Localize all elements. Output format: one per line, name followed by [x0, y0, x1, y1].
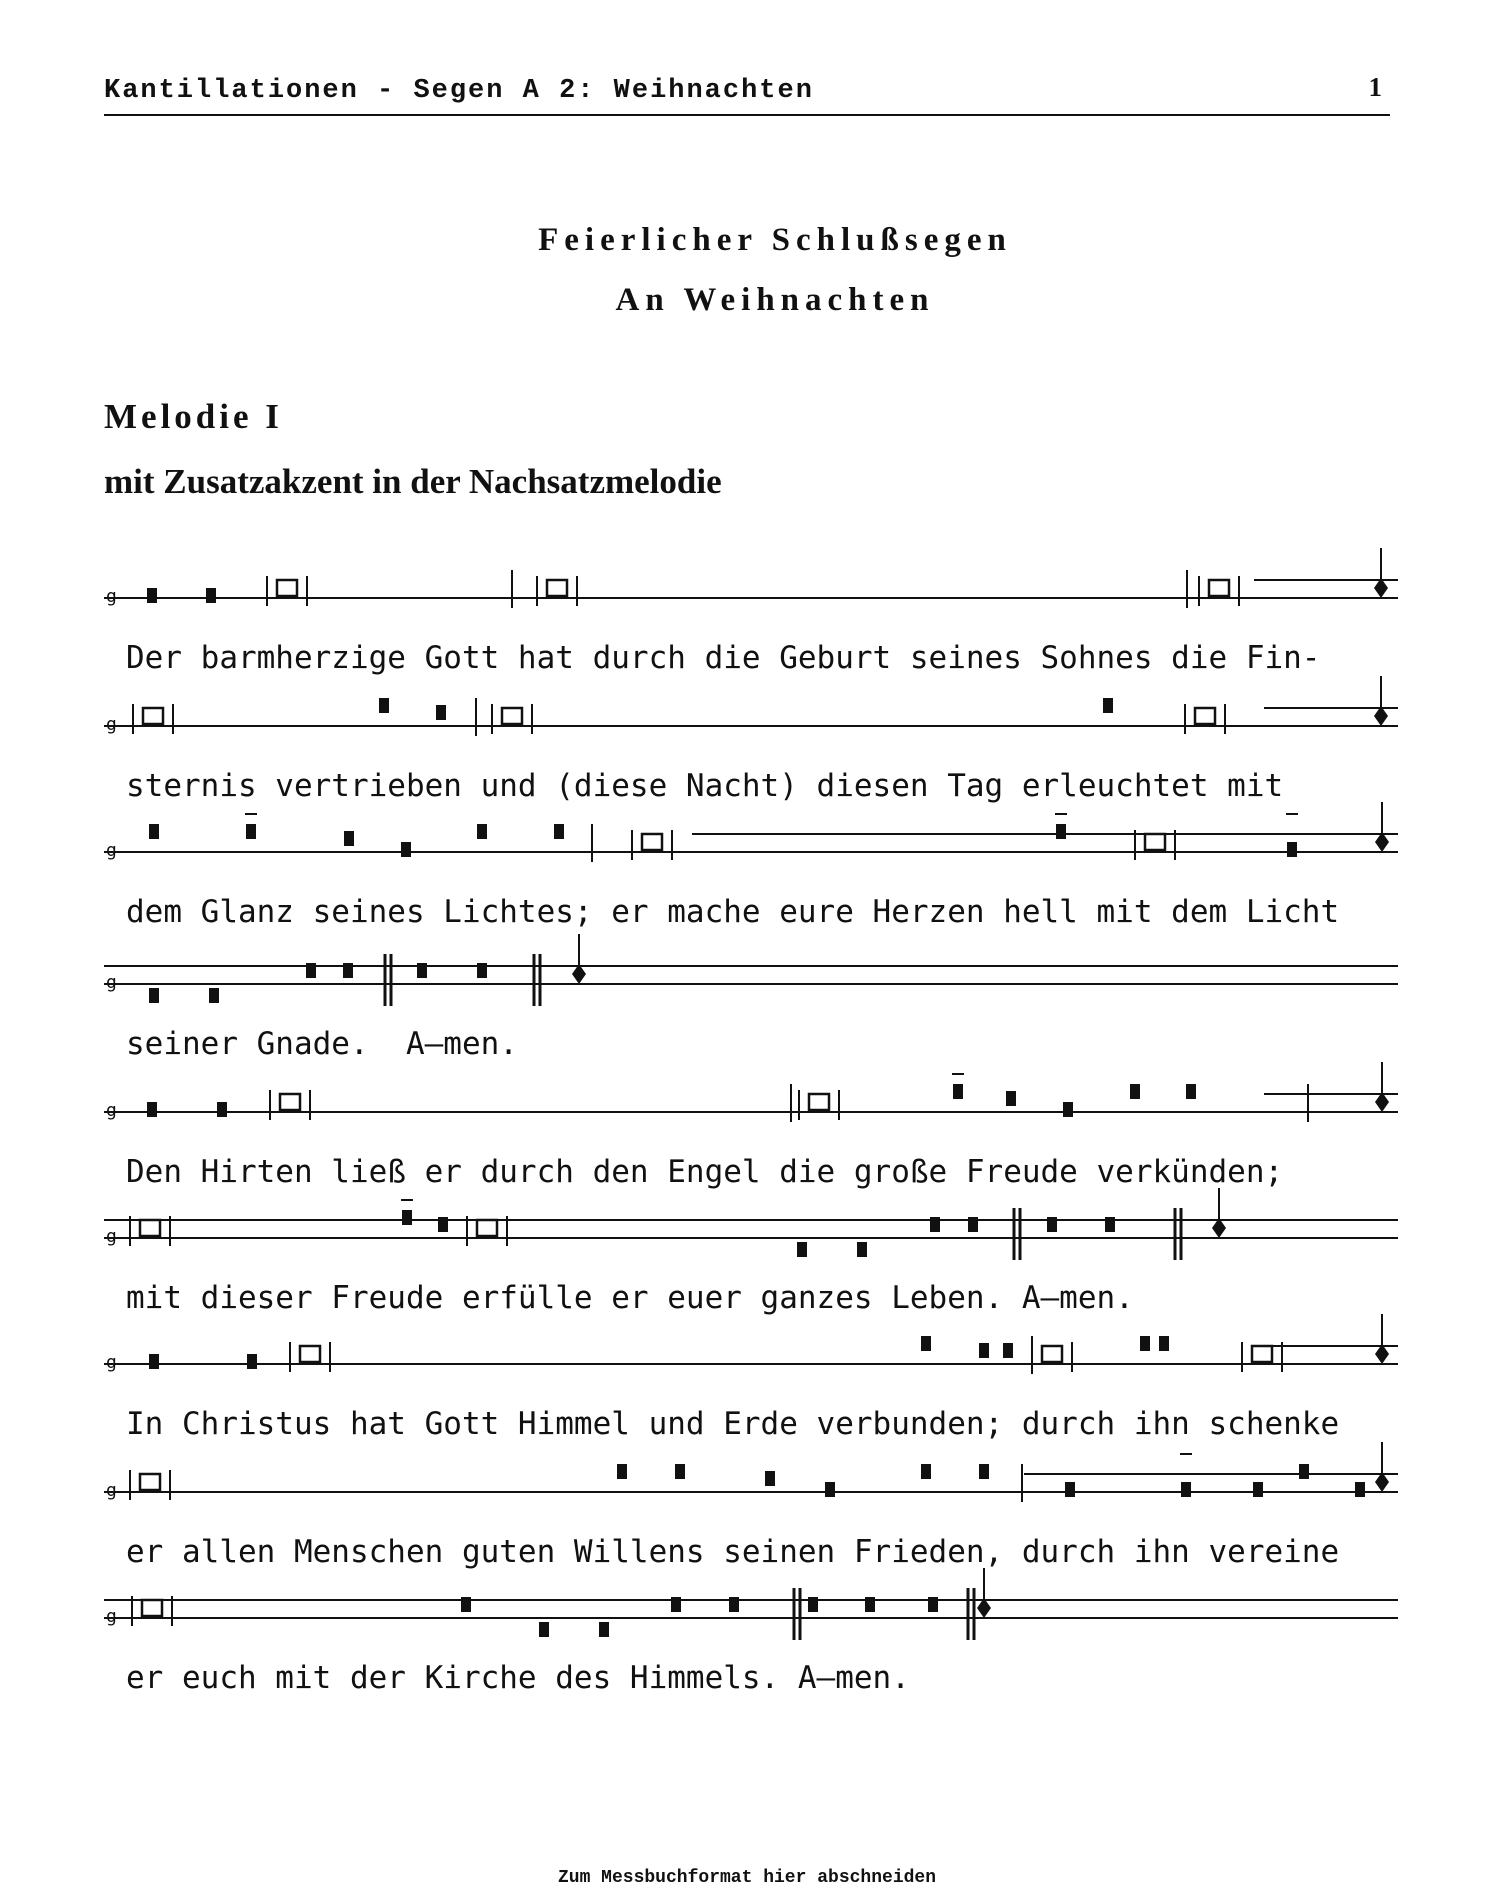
staff-notation: [104, 1306, 1398, 1406]
reciting-tone-box: [642, 834, 662, 850]
lyrics-line: dem Glanz seines Lichtes; er mache eure Herzen hell mit dem Licht: [126, 894, 1340, 930]
chant-note: [675, 1464, 685, 1479]
chant-note: [1103, 698, 1113, 713]
chant-note: [979, 1464, 989, 1479]
chant-note: [617, 1464, 627, 1479]
chant-note: [1186, 1084, 1196, 1099]
staff-notation: [104, 794, 1398, 894]
chant-note: [209, 988, 219, 1003]
chant-note: [206, 588, 216, 603]
page-subtitle: An Weihnachten: [615, 282, 935, 318]
chant-note: [147, 588, 157, 603]
reciting-tone-box: [502, 708, 522, 724]
clef-glyph: g: [106, 1480, 117, 1501]
reciting-tone-box: [300, 1346, 320, 1362]
reciting-tone-box: [1195, 708, 1215, 724]
chant-note: [865, 1597, 875, 1612]
chant-note: [825, 1482, 835, 1497]
chant-note: [765, 1471, 775, 1486]
clef-glyph: g: [106, 1352, 117, 1373]
chant-note: [401, 842, 411, 857]
chant-note: [1159, 1336, 1169, 1351]
chant-note: [928, 1597, 938, 1612]
chant-note: [1181, 1482, 1191, 1497]
chant-note: [1140, 1336, 1150, 1351]
chant-note: [930, 1217, 940, 1232]
clef-glyph: g: [106, 586, 117, 607]
chant-note: [436, 705, 446, 720]
lyrics-line: seiner Gnade. A—men.: [126, 1026, 518, 1062]
chant-note: [599, 1622, 609, 1637]
chant-note: [1355, 1482, 1365, 1497]
reciting-tone-box: [277, 580, 297, 596]
melody-subheading: mit Zusatzakzent in der Nachsatzmelodie: [104, 462, 722, 501]
chant-note: [417, 963, 427, 978]
clef-glyph: g: [106, 1606, 117, 1627]
staff-notation: [104, 1434, 1398, 1534]
lyrics-line: Der barmherzige Gott hat durch die Geburt seines Sohnes die Fin-: [126, 640, 1321, 676]
chant-note: [217, 1102, 227, 1117]
chant-note: [921, 1336, 931, 1351]
chant-note: [379, 698, 389, 713]
clef-glyph: g: [106, 1100, 117, 1121]
chant-note: [1063, 1102, 1073, 1117]
melody-heading: Melodie I: [104, 397, 283, 436]
clef-glyph: g: [106, 840, 117, 861]
clef-glyph: g: [106, 714, 117, 735]
chant-note: [477, 824, 487, 839]
reciting-tone-box: [1145, 834, 1165, 850]
reciting-tone-box: [143, 708, 163, 724]
chant-note: [1130, 1084, 1140, 1099]
staff-notation: [104, 668, 1398, 768]
staff-notation: [104, 1560, 1398, 1660]
clef-glyph: g: [106, 972, 117, 993]
chant-note: [953, 1084, 963, 1099]
chant-note: [1047, 1217, 1057, 1232]
chant-note: [247, 1354, 257, 1369]
reciting-tone-box: [140, 1474, 160, 1490]
staff-notation: [104, 540, 1398, 640]
header-title: Kantillationen - Segen A 2: Weihnachten: [104, 76, 814, 106]
chant-note: [1056, 824, 1066, 839]
chant-note: [149, 824, 159, 839]
chant-note: [921, 1464, 931, 1479]
reciting-tone-box: [809, 1094, 829, 1110]
chant-note: [1065, 1482, 1075, 1497]
lyrics-line: mit dieser Freude erfülle er euer ganzes Leben. A—men.: [126, 1280, 1134, 1316]
reciting-tone-box: [280, 1094, 300, 1110]
reciting-tone-box: [1042, 1346, 1062, 1362]
chant-note: [968, 1217, 978, 1232]
lyrics-line: er euch mit der Kirche des Himmels. A—men.: [126, 1660, 910, 1696]
running-header: [104, 72, 1390, 116]
chant-note: [539, 1622, 549, 1637]
chant-note: [1287, 842, 1297, 857]
chant-system: [104, 794, 1398, 944]
staff-notation: [104, 1180, 1398, 1280]
lyrics-line: sternis vertrieben und (diese Nacht) diesen Tag erleuchtet mit: [126, 768, 1284, 804]
lyrics-line: er allen Menschen guten Willens seinen Frieden, durch ihn vereine: [126, 1534, 1340, 1570]
chant-note: [808, 1597, 818, 1612]
chant-note: [979, 1343, 989, 1358]
reciting-tone-box: [142, 1600, 162, 1616]
chant-note: [344, 831, 354, 846]
cut-line-note: Zum Messbuchformat hier abschneiden: [557, 1868, 937, 1888]
chant-note: [729, 1597, 739, 1612]
clef-glyph: g: [106, 1226, 117, 1247]
chant-note: [246, 824, 256, 839]
chant-note: [438, 1217, 448, 1232]
chant-note: [857, 1242, 867, 1257]
chant-note: [147, 1102, 157, 1117]
chant-note: [1006, 1091, 1016, 1106]
chant-note: [461, 1597, 471, 1612]
page-number: 1: [1368, 72, 1382, 102]
chant-note: [671, 1597, 681, 1612]
chant-note: [1003, 1343, 1013, 1358]
staff-notation: [104, 1054, 1398, 1154]
reciting-tone-box: [477, 1220, 497, 1236]
chant-system: [104, 1560, 1398, 1710]
reciting-tone-box: [547, 580, 567, 596]
chant-note: [343, 963, 353, 978]
chant-note: [1105, 1217, 1115, 1232]
reciting-tone-box: [1252, 1346, 1272, 1362]
chant-note: [797, 1242, 807, 1257]
reciting-tone-box: [140, 1220, 160, 1236]
chant-note: [306, 963, 316, 978]
chant-note: [149, 1354, 159, 1369]
staff-notation: [104, 926, 1398, 1026]
chant-note: [477, 963, 487, 978]
chant-note: [1299, 1464, 1309, 1479]
lyrics-line: Den Hirten ließ er durch den Engel die große Freude verkünden;: [126, 1154, 1284, 1190]
reciting-tone-box: [1209, 580, 1229, 596]
chant-note: [1253, 1482, 1263, 1497]
chant-note: [149, 988, 159, 1003]
chant-note: [402, 1210, 412, 1225]
lyrics-line: In Christus hat Gott Himmel und Erde verbunden; durch ihn schenke: [126, 1406, 1340, 1442]
chant-note: [554, 824, 564, 839]
page-title: Feierlicher Schlußsegen: [538, 222, 1012, 258]
